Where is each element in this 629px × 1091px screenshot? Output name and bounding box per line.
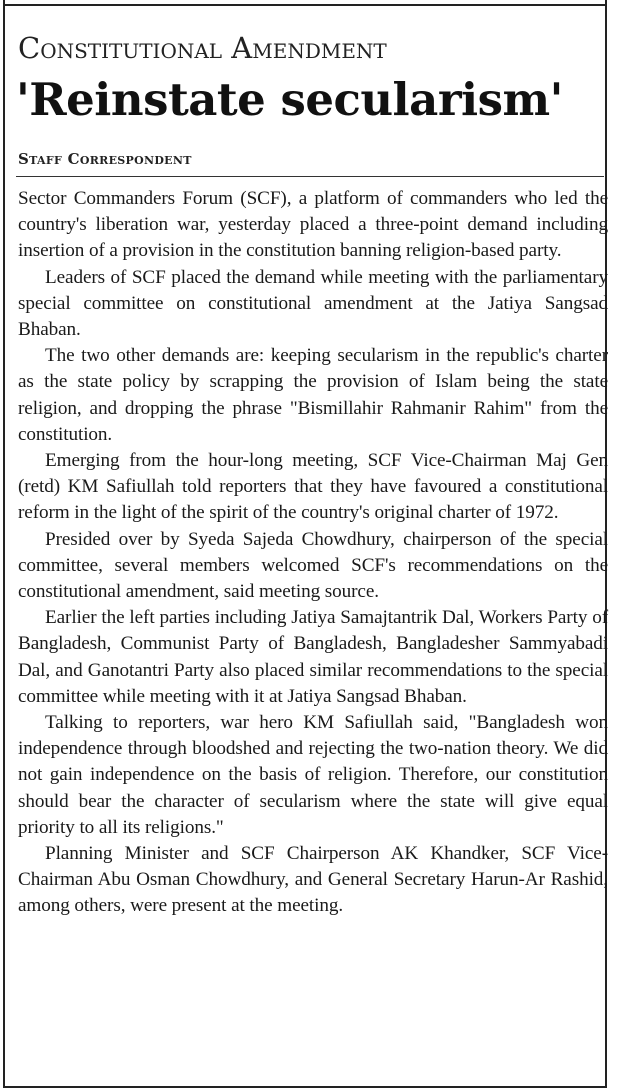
- paragraph-7: Talking to reporters, war hero KM Safiullah said, "Bangladesh won independence through bloodshed and rejecting the two-nation theory. We did not gain independence on the basis of religion. Therefore, our constitution should bear the character of secularism where the state will give equal priority to all its religions.": [18, 712, 608, 838]
- byline: Staff Correspondent: [18, 150, 192, 168]
- article-body: [18, 186, 608, 920]
- top-rule: [3, 4, 607, 6]
- bottom-rule: [3, 1086, 607, 1088]
- section-kicker: Constitutional Amendment: [18, 31, 387, 65]
- byline-divider: [16, 176, 604, 177]
- paragraph-1: Sector Commanders Forum (SCF), a platform of commanders who led the country's liberation war, yesterday placed a three-point demand including insertion of a provision in the constitution banning religion-based party.: [18, 188, 608, 262]
- headline: 'Reinstate secularism': [16, 73, 563, 126]
- paragraph-4: Emerging from the hour-long meeting, SCF Vice-Chairman Maj Gen (retd) KM Safiullah told reporters that they have favoured a constitutional reform in the light of the spirit of the country's original charter of 1972.: [18, 450, 608, 524]
- paragraph-5: Presided over by Syeda Sajeda Chowdhury, chairperson of the special committee, several members welcomed SCF's recommendations on the constitutional amendment, said meeting source.: [18, 528, 608, 603]
- paragraph-3: The two other demands are: keeping secularism in the republic's charter as the state policy by scrapping the provision of Islam being the state religion, and dropping the phrase "Bismillahir Rahmanir Rahim" from the constitution.: [18, 345, 608, 445]
- paragraph-8: Planning Minister and SCF Chairperson AK Khandker, SCF Vice-Chairman Abu Osman Chowdhury, and General Secretary Harun-Ar Rashid, among others, were present at the meeting.: [18, 843, 608, 917]
- paragraph-6: Earlier the left parties including Jatiya Samajtantrik Dal, Workers Party of Bangladesh, Communist Party of Bangladesh, Bangladesher Sammyabadi Dal, and Ganotantri Party also placed similar recommendations to the special committee while meeting with it at Jatiya Sangsad Bhaban.: [18, 607, 608, 707]
- paragraph-2: Leaders of SCF placed the demand while meeting with the parliamentary special committee on constitutional amendment at the Jatiya Sangsad Bhaban.: [18, 266, 608, 341]
